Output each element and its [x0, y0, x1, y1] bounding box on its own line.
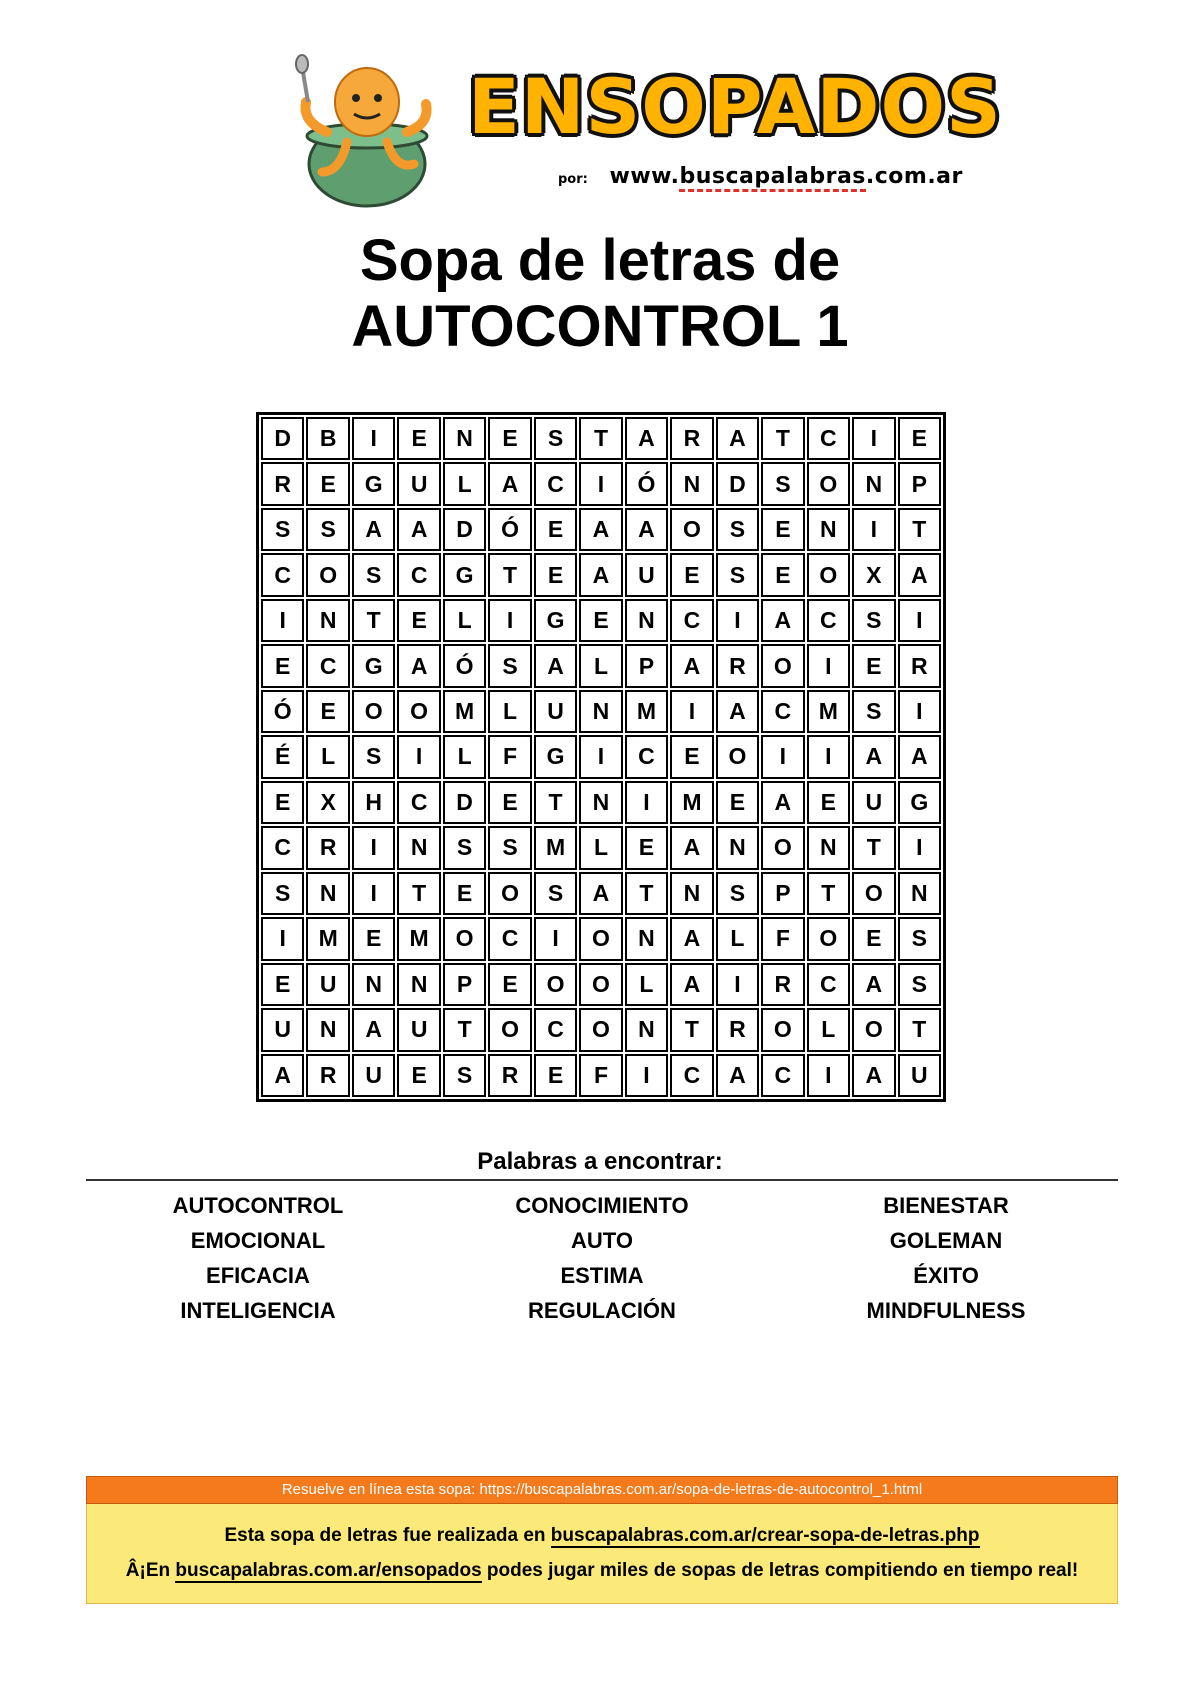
- grid-cell[interactable]: E: [852, 917, 895, 960]
- grid-cell[interactable]: C: [670, 599, 713, 642]
- grid-cell[interactable]: S: [352, 735, 395, 778]
- grid-cell[interactable]: A: [852, 963, 895, 1006]
- grid-cell[interactable]: M: [443, 690, 486, 733]
- grid-cell[interactable]: A: [670, 917, 713, 960]
- grid-cell[interactable]: A: [852, 735, 895, 778]
- grid-cell[interactable]: I: [670, 690, 713, 733]
- grid-cell[interactable]: I: [898, 826, 941, 869]
- grid-cell[interactable]: M: [534, 826, 577, 869]
- grid-cell[interactable]: O: [534, 963, 577, 1006]
- grid-cell[interactable]: D: [716, 462, 759, 505]
- grid-cell[interactable]: L: [579, 826, 622, 869]
- made-link[interactable]: buscapalabras.com.ar/crear-sopa-de-letras.php: [550, 1525, 980, 1546]
- word-item: EFICACIA: [206, 1263, 310, 1288]
- grid-cell[interactable]: L: [807, 1008, 850, 1051]
- grid-cell[interactable]: I: [579, 462, 622, 505]
- grid-cell[interactable]: I: [352, 872, 395, 915]
- grid-cell[interactable]: F: [761, 917, 804, 960]
- grid-cell[interactable]: F: [579, 1054, 622, 1097]
- grid-cell[interactable]: C: [397, 781, 440, 824]
- grid-cell[interactable]: O: [579, 1008, 622, 1051]
- grid-cell[interactable]: N: [852, 462, 895, 505]
- word-item: INTELIGENCIA: [180, 1298, 336, 1323]
- grid-cell[interactable]: E: [807, 781, 850, 824]
- grid-cell[interactable]: R: [761, 963, 804, 1006]
- grid-cell[interactable]: C: [261, 553, 304, 596]
- octopus-pot-icon: [292, 52, 442, 212]
- grid-cell[interactable]: A: [352, 1008, 395, 1051]
- words-title: Palabras a encontrar:: [477, 1148, 723, 1175]
- grid-cell[interactable]: A: [625, 417, 668, 460]
- grid-cell[interactable]: A: [761, 781, 804, 824]
- grid-cell[interactable]: A: [670, 644, 713, 687]
- grid-cell[interactable]: L: [443, 735, 486, 778]
- grid-cell[interactable]: M: [807, 690, 850, 733]
- grid-cell[interactable]: R: [306, 1054, 349, 1097]
- grid-cell[interactable]: E: [670, 553, 713, 596]
- grid-cell[interactable]: S: [761, 462, 804, 505]
- grid-cell[interactable]: T: [534, 781, 577, 824]
- logo-text: ENSOPADOS: [468, 62, 1002, 151]
- play-prefix: Â¡En: [125, 1560, 176, 1581]
- grid-cell[interactable]: G: [534, 599, 577, 642]
- grid-cell[interactable]: U: [306, 963, 349, 1006]
- grid-cell[interactable]: S: [852, 599, 895, 642]
- grid-cell[interactable]: U: [534, 690, 577, 733]
- grid-cell[interactable]: N: [443, 417, 486, 460]
- grid-cell[interactable]: S: [898, 917, 941, 960]
- grid-cell[interactable]: M: [306, 917, 349, 960]
- play-suffix: podes jugar miles de sopas de letras compitiendo en tiempo real!: [481, 1560, 1079, 1581]
- grid-cell[interactable]: O: [807, 553, 850, 596]
- grid-cell[interactable]: C: [261, 826, 304, 869]
- grid-cell[interactable]: E: [488, 781, 531, 824]
- grid-cell[interactable]: A: [670, 826, 713, 869]
- grid-cell[interactable]: A: [761, 599, 804, 642]
- grid-cell[interactable]: X: [306, 781, 349, 824]
- grid-cell[interactable]: C: [670, 1054, 713, 1097]
- grid-cell[interactable]: G: [352, 644, 395, 687]
- grid-cell[interactable]: E: [761, 553, 804, 596]
- word-list: [86, 1192, 1118, 1325]
- grid-cell[interactable]: N: [352, 963, 395, 1006]
- grid-cell[interactable]: I: [716, 599, 759, 642]
- grid-cell[interactable]: B: [306, 417, 349, 460]
- grid-cell[interactable]: I: [716, 963, 759, 1006]
- grid-cell[interactable]: E: [534, 553, 577, 596]
- footer: [86, 1476, 1118, 1604]
- byline-prefix: por:: [558, 172, 588, 187]
- grid-cell[interactable]: E: [397, 1054, 440, 1097]
- grid-cell[interactable]: D: [443, 508, 486, 551]
- grid-cell[interactable]: O: [306, 553, 349, 596]
- grid-cell[interactable]: E: [898, 417, 941, 460]
- made-line: [87, 1518, 1117, 1553]
- grid-cell[interactable]: E: [488, 963, 531, 1006]
- grid-cell[interactable]: A: [261, 1054, 304, 1097]
- grid-cell[interactable]: C: [534, 1008, 577, 1051]
- grid-cell[interactable]: I: [852, 508, 895, 551]
- grid-cell[interactable]: L: [625, 963, 668, 1006]
- grid-cell[interactable]: L: [443, 599, 486, 642]
- word-item: ÉXITO: [913, 1263, 979, 1288]
- byline-site[interactable]: [610, 164, 963, 192]
- word-item: ESTIMA: [560, 1263, 644, 1288]
- grid-cell[interactable]: O: [488, 1008, 531, 1051]
- grid-cell[interactable]: L: [443, 462, 486, 505]
- grid-cell[interactable]: N: [306, 599, 349, 642]
- grid-cell[interactable]: O: [852, 872, 895, 915]
- grid-cell[interactable]: O: [670, 508, 713, 551]
- word-item: REGULACIÓN: [528, 1298, 676, 1323]
- grid-cell[interactable]: S: [443, 826, 486, 869]
- grid-cell[interactable]: I: [261, 917, 304, 960]
- grid-cell[interactable]: A: [852, 1054, 895, 1097]
- grid-cell[interactable]: T: [625, 872, 668, 915]
- grid-cell[interactable]: A: [579, 553, 622, 596]
- grid-cell[interactable]: T: [670, 1008, 713, 1051]
- grid-cell[interactable]: I: [534, 917, 577, 960]
- word-search-grid: [256, 412, 946, 1102]
- grid-cell[interactable]: S: [716, 872, 759, 915]
- grid-cell[interactable]: S: [852, 690, 895, 733]
- grid-cell[interactable]: C: [807, 417, 850, 460]
- grid-cell[interactable]: S: [352, 553, 395, 596]
- grid-cell[interactable]: N: [670, 872, 713, 915]
- grid-cell[interactable]: A: [534, 644, 577, 687]
- grid-cell[interactable]: P: [761, 872, 804, 915]
- divider: [86, 1179, 1118, 1181]
- grid-cell[interactable]: P: [625, 644, 668, 687]
- grid-cell[interactable]: C: [488, 917, 531, 960]
- byline-tld: .com.ar: [865, 164, 963, 189]
- grid-cell[interactable]: C: [397, 553, 440, 596]
- grid-cell[interactable]: E: [670, 735, 713, 778]
- grid-cell[interactable]: X: [852, 553, 895, 596]
- grid-cell[interactable]: I: [352, 826, 395, 869]
- grid-cell[interactable]: U: [352, 1054, 395, 1097]
- grid-cell[interactable]: C: [306, 644, 349, 687]
- grid-cell[interactable]: H: [352, 781, 395, 824]
- grid-cell[interactable]: G: [534, 735, 577, 778]
- grid-cell[interactable]: G: [443, 553, 486, 596]
- grid-cell[interactable]: U: [625, 553, 668, 596]
- grid-cell[interactable]: S: [716, 553, 759, 596]
- grid-cell[interactable]: C: [625, 735, 668, 778]
- grid-cell[interactable]: I: [807, 644, 850, 687]
- grid-cell[interactable]: E: [306, 462, 349, 505]
- grid-cell[interactable]: A: [579, 508, 622, 551]
- grid-cell[interactable]: R: [261, 462, 304, 505]
- grid-cell[interactable]: I: [579, 735, 622, 778]
- online-link-bar[interactable]: Resuelve en línea esta sopa: https://buscapalabras.com.ar/sopa-de-letras-de-autocontrol_1.html: [86, 1476, 1118, 1504]
- grid-cell[interactable]: I: [352, 417, 395, 460]
- grid-cell[interactable]: I: [625, 1054, 668, 1097]
- grid-cell[interactable]: S: [306, 508, 349, 551]
- grid-cell[interactable]: N: [306, 872, 349, 915]
- grid-cell[interactable]: S: [716, 508, 759, 551]
- grid-cell[interactable]: R: [898, 644, 941, 687]
- grid-cell[interactable]: U: [852, 781, 895, 824]
- play-line: [87, 1553, 1117, 1588]
- grid-cell[interactable]: S: [261, 508, 304, 551]
- grid-cell[interactable]: I: [488, 599, 531, 642]
- grid-cell[interactable]: E: [397, 599, 440, 642]
- grid-cell[interactable]: C: [807, 599, 850, 642]
- grid-cell[interactable]: S: [534, 417, 577, 460]
- grid-cell[interactable]: T: [352, 599, 395, 642]
- grid-cell[interactable]: U: [397, 462, 440, 505]
- grid-cell[interactable]: E: [716, 781, 759, 824]
- grid-cell[interactable]: E: [625, 826, 668, 869]
- grid-cell[interactable]: L: [716, 917, 759, 960]
- grid-cell[interactable]: A: [898, 735, 941, 778]
- grid-cell[interactable]: A: [488, 462, 531, 505]
- header: [0, 0, 1200, 220]
- grid-cell[interactable]: R: [306, 826, 349, 869]
- grid-cell[interactable]: D: [443, 781, 486, 824]
- grid-cell[interactable]: A: [716, 1054, 759, 1097]
- word-item: AUTO: [571, 1228, 633, 1253]
- grid-cell[interactable]: E: [261, 644, 304, 687]
- grid-cell[interactable]: U: [397, 1008, 440, 1051]
- byline: [558, 164, 963, 189]
- grid-cell[interactable]: D: [261, 417, 304, 460]
- grid-cell[interactable]: I: [397, 735, 440, 778]
- byline-www: www.: [609, 164, 680, 189]
- grid-cell[interactable]: Ó: [261, 690, 304, 733]
- grid-cell[interactable]: O: [852, 1008, 895, 1051]
- byline-brand: buscapalabras: [679, 164, 865, 192]
- grid-cell[interactable]: O: [397, 690, 440, 733]
- grid-cell[interactable]: E: [488, 417, 531, 460]
- grid-cell[interactable]: A: [625, 508, 668, 551]
- grid-cell[interactable]: M: [625, 690, 668, 733]
- grid-cell[interactable]: R: [670, 417, 713, 460]
- grid-cell[interactable]: A: [898, 553, 941, 596]
- grid-cell[interactable]: T: [397, 872, 440, 915]
- footer-info-box: [86, 1504, 1118, 1604]
- grid-cell[interactable]: N: [579, 781, 622, 824]
- grid-cell[interactable]: S: [488, 644, 531, 687]
- grid-cell[interactable]: E: [352, 917, 395, 960]
- grid-cell[interactable]: E: [534, 1054, 577, 1097]
- grid-cell[interactable]: T: [898, 508, 941, 551]
- grid-cell[interactable]: N: [807, 826, 850, 869]
- grid-cell[interactable]: I: [807, 735, 850, 778]
- grid-cell[interactable]: O: [761, 826, 804, 869]
- grid-cell[interactable]: N: [807, 508, 850, 551]
- grid-cell[interactable]: E: [397, 417, 440, 460]
- grid-cell[interactable]: T: [488, 553, 531, 596]
- grid-cell[interactable]: A: [397, 644, 440, 687]
- grid-cell[interactable]: I: [807, 1054, 850, 1097]
- grid-cell[interactable]: I: [852, 417, 895, 460]
- title-line-2: AUTOCONTROL 1: [351, 294, 849, 359]
- grid-cell[interactable]: C: [534, 462, 577, 505]
- grid-cell[interactable]: E: [761, 508, 804, 551]
- page-title: [0, 228, 1200, 360]
- grid-cell[interactable]: Ó: [488, 508, 531, 551]
- grid-cell[interactable]: A: [397, 508, 440, 551]
- grid-cell[interactable]: T: [807, 872, 850, 915]
- grid-cell[interactable]: O: [807, 917, 850, 960]
- grid-cell[interactable]: T: [443, 1008, 486, 1051]
- grid-cell[interactable]: S: [898, 963, 941, 1006]
- grid-cell[interactable]: O: [716, 735, 759, 778]
- grid-cell[interactable]: S: [488, 826, 531, 869]
- grid-cell[interactable]: L: [579, 644, 622, 687]
- grid-cell[interactable]: A: [670, 963, 713, 1006]
- grid-cell[interactable]: R: [716, 644, 759, 687]
- play-link[interactable]: buscapalabras.com.ar/ensopados: [175, 1560, 482, 1581]
- grid-cell[interactable]: S: [443, 1054, 486, 1097]
- word-item: BIENESTAR: [883, 1193, 1009, 1218]
- grid-cell[interactable]: T: [898, 1008, 941, 1051]
- word-item: CONOCIMIENTO: [515, 1193, 689, 1218]
- grid-cell[interactable]: N: [306, 1008, 349, 1051]
- grid-cell[interactable]: I: [898, 599, 941, 642]
- grid-cell[interactable]: N: [625, 1008, 668, 1051]
- grid-cell[interactable]: O: [579, 963, 622, 1006]
- grid-cell[interactable]: A: [352, 508, 395, 551]
- grid-cell[interactable]: O: [488, 872, 531, 915]
- word-item: MINDFULNESS: [866, 1298, 1026, 1323]
- grid-cell[interactable]: N: [397, 826, 440, 869]
- grid-cell[interactable]: A: [716, 417, 759, 460]
- grid-cell[interactable]: N: [716, 826, 759, 869]
- grid-cell[interactable]: C: [761, 1054, 804, 1097]
- grid-cell[interactable]: O: [761, 1008, 804, 1051]
- grid-cell[interactable]: U: [261, 1008, 304, 1051]
- grid-cell[interactable]: I: [625, 781, 668, 824]
- grid-cell[interactable]: M: [670, 781, 713, 824]
- grid-cell[interactable]: N: [579, 690, 622, 733]
- grid-cell[interactable]: I: [898, 690, 941, 733]
- grid-cell[interactable]: S: [261, 872, 304, 915]
- grid-cell[interactable]: Ó: [625, 462, 668, 505]
- grid-cell[interactable]: I: [761, 735, 804, 778]
- grid-cell[interactable]: T: [852, 826, 895, 869]
- grid-cell[interactable]: O: [352, 690, 395, 733]
- grid-cell[interactable]: E: [306, 690, 349, 733]
- grid-cell[interactable]: O: [443, 917, 486, 960]
- grid-cell[interactable]: L: [488, 690, 531, 733]
- grid-cell[interactable]: F: [488, 735, 531, 778]
- grid-cell[interactable]: A: [716, 690, 759, 733]
- grid-cell[interactable]: R: [488, 1054, 531, 1097]
- grid-cell[interactable]: O: [579, 917, 622, 960]
- grid-cell[interactable]: M: [397, 917, 440, 960]
- grid-cell[interactable]: E: [579, 599, 622, 642]
- grid-cell[interactable]: I: [261, 599, 304, 642]
- made-prefix: Esta sopa de letras fue realizada en: [224, 1525, 551, 1546]
- grid-cell[interactable]: P: [443, 963, 486, 1006]
- grid-cell[interactable]: R: [716, 1008, 759, 1051]
- title-line-1: Sopa de letras de: [359, 228, 841, 293]
- grid-cell[interactable]: U: [898, 1054, 941, 1097]
- grid-cell[interactable]: Ó: [443, 644, 486, 687]
- grid-cell[interactable]: S: [534, 872, 577, 915]
- grid-cell[interactable]: P: [898, 462, 941, 505]
- grid-cell[interactable]: T: [761, 417, 804, 460]
- grid-cell[interactable]: O: [807, 462, 850, 505]
- grid-cell[interactable]: L: [306, 735, 349, 778]
- grid-cell[interactable]: E: [443, 872, 486, 915]
- grid-cell[interactable]: N: [670, 462, 713, 505]
- grid-cell[interactable]: E: [852, 644, 895, 687]
- word-item: AUTOCONTROL: [172, 1193, 344, 1218]
- grid-cell[interactable]: E: [261, 781, 304, 824]
- word-item: GOLEMAN: [889, 1228, 1003, 1253]
- grid-cell[interactable]: E: [261, 963, 304, 1006]
- grid-cell[interactable]: G: [352, 462, 395, 505]
- grid-cell[interactable]: C: [761, 690, 804, 733]
- grid-cell[interactable]: A: [579, 872, 622, 915]
- grid-cell[interactable]: G: [898, 781, 941, 824]
- grid-cell[interactable]: C: [807, 963, 850, 1006]
- grid-cell[interactable]: O: [761, 644, 804, 687]
- grid-cell[interactable]: N: [625, 917, 668, 960]
- grid-cell[interactable]: T: [579, 417, 622, 460]
- word-item: EMOCIONAL: [190, 1228, 326, 1253]
- grid-cell[interactable]: N: [397, 963, 440, 1006]
- grid-cell[interactable]: N: [898, 872, 941, 915]
- grid-cell[interactable]: É: [261, 735, 304, 778]
- grid-cell[interactable]: E: [534, 508, 577, 551]
- grid-cell[interactable]: N: [625, 599, 668, 642]
